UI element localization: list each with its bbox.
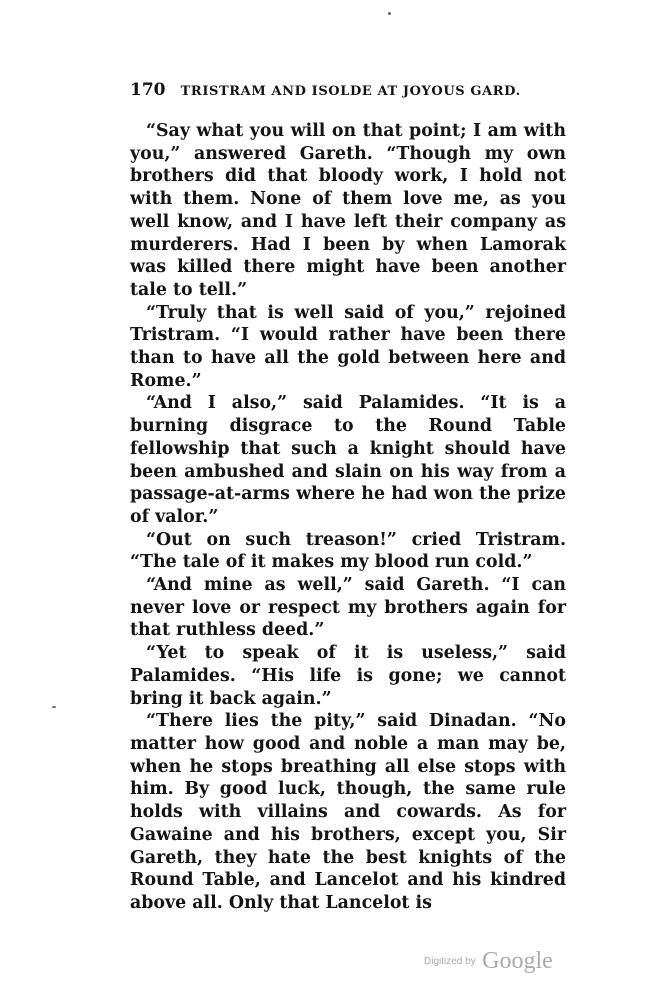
paragraph: “Truly that is well said of you,” rejoined Tristram. “I would rather have been there than to have all the gold between here and Rome.” xyxy=(130,302,566,391)
paragraph: “Out on such treason!” cried Tristram. “The tale of it makes my blood run cold.” xyxy=(130,529,566,573)
paragraph: “There lies the pity,” said Dinadan. “No matter how good and noble a man may be, when he stops breathing all else stops with him. By good luck, though, the same rule holds with villains and cowards. As for Gawaine and his brothers, except you, Sir Gareth, they hate the best knights of the Round Table, and Lancelot and his kindred above all. Only that Lancelot is xyxy=(130,711,566,913)
page-body xyxy=(130,120,566,915)
running-header xyxy=(130,80,570,100)
scan-speck xyxy=(52,706,56,708)
paragraph: “Say what you will on that point; I am with you,” answered Gareth. “Though my own brothers did that bloody work, I hold not with them. None of them love me, as you well know, and I have left their company as murderers. Had I been by when Lamorak was killed there might have been another tale to tell.” xyxy=(130,121,566,300)
paragraph: “And mine as well,” said Gareth. “I can never love or respect my brothers again for that ruthless deed.” xyxy=(130,575,566,641)
page-number: 170 xyxy=(130,80,166,100)
watermark-prefix: Digitized by xyxy=(424,956,476,967)
running-title: TRISTRAM AND ISOLDE AT JOYOUS GARD. xyxy=(180,84,521,99)
watermark-brand: Google xyxy=(482,948,553,974)
digitization-watermark xyxy=(424,948,553,975)
scan-speck xyxy=(388,12,391,15)
paragraph: “And I also,” said Palamides. “It is a burning disgrace to the Round Table fellowship that such a knight should have been ambushed and slain on his way from a passage-at-arms where he had won the prize of valor.” xyxy=(130,393,566,527)
paragraph: “Yet to speak of it is useless,” said Palamides. “His life is gone; we cannot bring it back again.” xyxy=(130,643,566,709)
